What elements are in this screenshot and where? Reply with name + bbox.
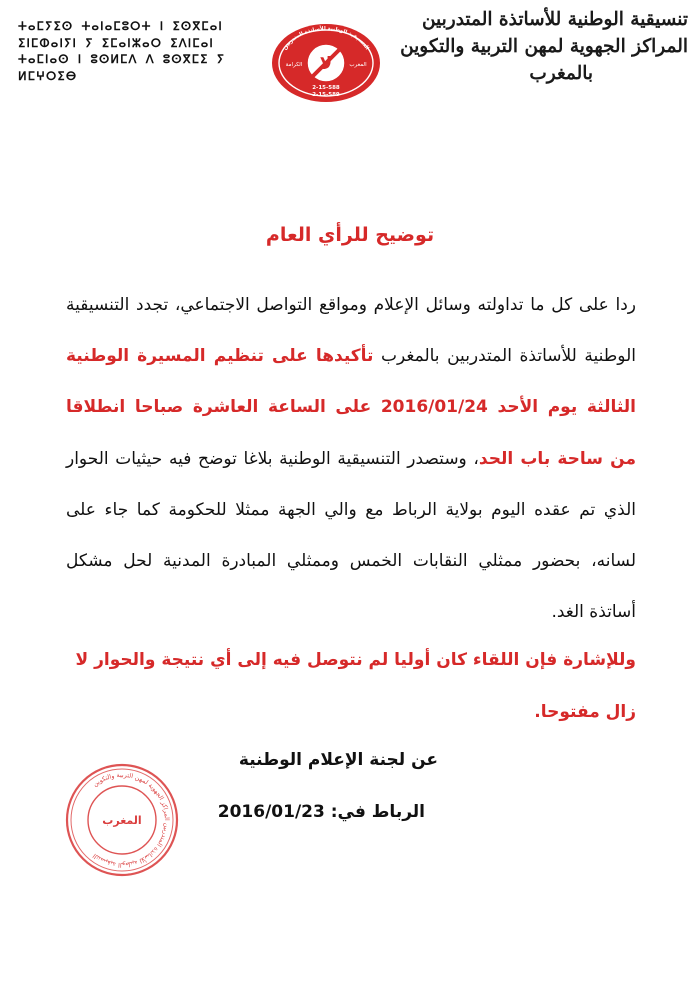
organization-logo — [270, 22, 382, 104]
organization-name-tifinagh — [18, 18, 258, 84]
document-body — [66, 280, 636, 638]
body-text-part2: ، وستصدر التنسيقية الوطنية بلاغا توضح فيه حيثيات الحوار الذي تم عقده اليوم بولاية الرباط مع والي الجهة ممثلا للحكومة كما جاء على لسانه، بحضور ممثلي النقابات الخمس وممثلي المبادرة المدنية لحل مشكل أساتذة الغد. — [66, 448, 636, 623]
signature-date: الرباط في: 2016/01/23 — [217, 802, 425, 822]
org-arabic-line2: المراكز الجهوية لمهن التربية والتكوين — [400, 36, 688, 57]
org-arabic-line3: بالمغرب — [529, 63, 593, 84]
org-tifinagh-line4: ⵍⵎⵖⵔⵉⴱ — [18, 68, 78, 83]
document-heading: توضيح للرأي العام — [265, 224, 435, 246]
stamp-ring-text: التنسيقية الوطنية للأساتذة المتدربين المراكز الجهوية لمهن التربية والتكوين — [91, 771, 171, 869]
body-text-highlight: تأكيدها على تنظيم المسيرة الوطنية الثالثة يوم الأحد 2016/01/24 على الساعة العاشرة صباحا انطلاقا من ساحة باب الحد — [66, 346, 636, 469]
logo-number-2: 2-15-589 — [312, 92, 340, 98]
org-tifinagh-line1: ⵜⴰⵎⵢⵉⵙ ⵜⴰⵏⴰⵎⵓⵔⵜ ⵏ ⵉⵙⴳⵎⴰⵏ — [18, 19, 223, 33]
org-tifinagh-line3: ⵜⴰⵎⵏⴰⵙ ⵏ ⵓⵙⵍⵎⴷ ⴷ ⵓⵙⴳⵎⵉ ⵢ — [18, 52, 226, 66]
logo-number-1: 2-15-588 — [312, 85, 340, 91]
document-note: وللإشارة فإن اللقاء كان أوليا لم نتوصل فيه إلى أي نتيجة والحوار لا زال مفتوحا. — [75, 650, 636, 722]
org-tifinagh-line2: ⵉⵏⵎⵀⴰⵏⵢⵏ ⵢ ⵉⵎⴰⵏⵣⴰⵔ ⵉⴷⵏⵎⴰⵏ — [18, 35, 214, 50]
logo-top-text: التنسيقية الوطنية للأساتذة المتدربين — [282, 25, 370, 52]
logo-right-word: المغرب — [349, 62, 367, 68]
signature-committee: عن لجنة الإعلام الوطنية — [238, 750, 438, 770]
svg-text:لا: لا — [319, 54, 333, 74]
logo-left-word: الكرامة — [285, 62, 303, 68]
body-text-part1: ردا على كل ما تداولته وسائل الإعلام ومواقع التواصل الاجتماعي، تجدد التنسيقية الوطنية للأساتذة المتدربين بالمغرب — [66, 295, 636, 367]
official-stamp — [64, 762, 180, 878]
org-arabic-line1: تنسيقية الوطنية للأساتذة المتدربين — [421, 9, 688, 30]
organization-name-arabic — [358, 6, 688, 87]
stamp-center-word: المغرب — [102, 814, 142, 827]
